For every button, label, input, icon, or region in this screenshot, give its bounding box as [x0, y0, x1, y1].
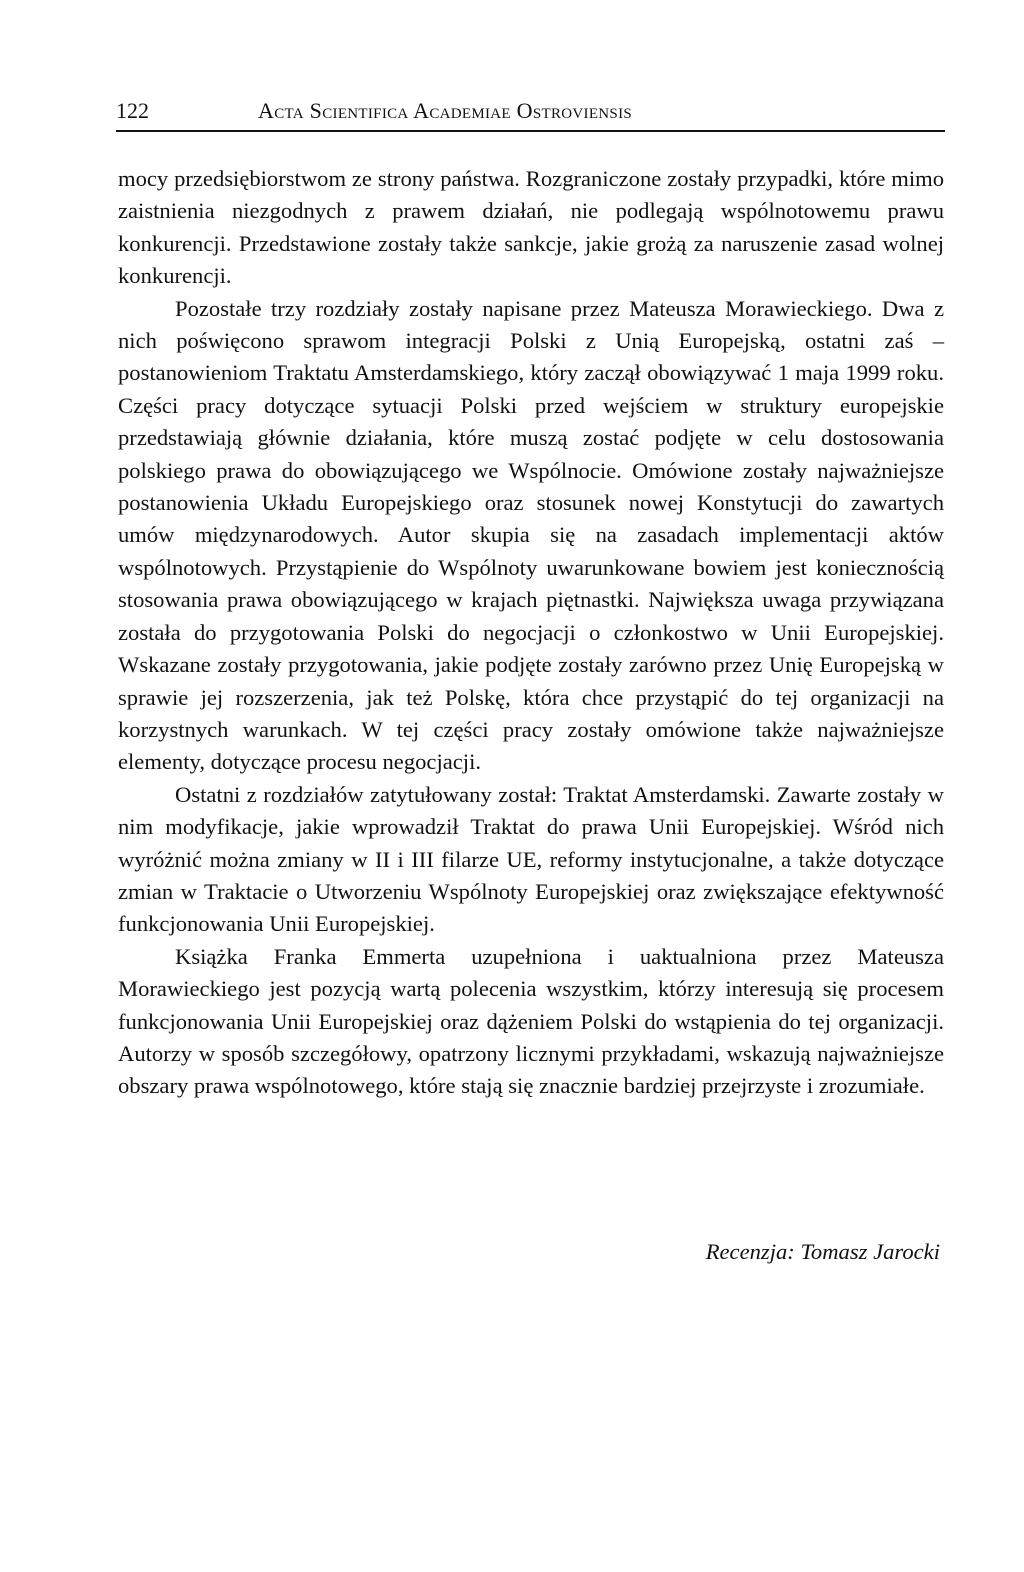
- paragraph-3: Ostatni z rozdziałów zatytułowany został: Traktat Amsterdamski. Zawarte zostały w nim modyfikacje, jakie wprowadził Traktat do prawa Unii Europejskiej. Wśród nich wyróżnić można zmiany w II i III filarze UE, reformy instytucjonalne, a także dotyczące zmian w Traktacie o Utworzeniu Wspólnoty Europejskiej oraz zwiększające efektywność funkcjonowania Unii Europejskiej.: [118, 781, 944, 937]
- paragraph-1: mocy przedsiębiorstwom ze strony państwa. Rozgraniczone zostały przypadki, które mimo zaistnienia niezgodnych z prawem działań, nie podlegają wspólnotowemu prawu konkurencji. Przedstawione zostały także sankcje, jakie grożą za naruszenie zasad wolnej konkurencji.: [118, 166, 944, 289]
- review-body: [118, 163, 944, 1103]
- review-signature: Recenzja: Tomasz Jarocki: [705, 1239, 940, 1264]
- journal-title: Acta Scientifica Academiae Ostroviensis: [258, 98, 633, 123]
- running-header: [116, 96, 945, 132]
- page-number: 122: [116, 98, 149, 123]
- paragraph-4: Książka Franka Emmerta uzupełniona i uaktualniona przez Mateusza Morawieckiego jest pozycją wartą polecenia wszystkim, którzy interesują się procesem funkcjonowania Unii Europejskiej oraz dążeniem Polski do wstąpienia do tej organizacji. Autorzy w sposób szczegółowy, opatrzony licznymi przykładami, wskazują najważniejsze obszary prawa wspólnotowego, które stają się znacznie bardziej przejrzyste i zrozumiałe.: [118, 943, 944, 1099]
- paragraph-2: Pozostałe trzy rozdziały zostały napisane przez Mateusza Morawieckiego. Dwa z nich poświęcono sprawom integracji Polski z Unią Europejską, ostatni zaś – postanowieniom Traktatu Amsterdamskiego, który zaczął obowiązywać 1 maja 1999 roku. Części pracy dotyczące sytuacji Polski przed wejściem w struktury europejskie przedstawiają głównie działania, które muszą zostać podjęte w celu dostosowania polskiego prawa do obowiązującego we Wspólnocie. Omówione zostały najważniejsze postanowienia Układu Europejskiego oraz stosunek nowej Konstytucji do zawartych umów międzynarodowych. Autor skupia się na zasadach implementacji aktów wspólnotowych. Przystąpienie do Wspólnoty uwarunkowane bowiem jest koniecznością stosowania prawa obowiązującego w krajach piętnastki. Największa uwaga przywiązana została do przygotowania Polski do negocjacji o członkostwo w Unii Europejskiej. Wskazane zostały przygotowania, jakie podjęte zostały zarówno przez Unię Europejską w sprawie jej rozszerzenia, jak też Polskę, która chce przystąpić do tej organizacji na korzystnych warunkach. W tej części pracy zostały omówione także najważniejsze elementy, dotyczące procesu negocjacji.: [118, 295, 944, 775]
